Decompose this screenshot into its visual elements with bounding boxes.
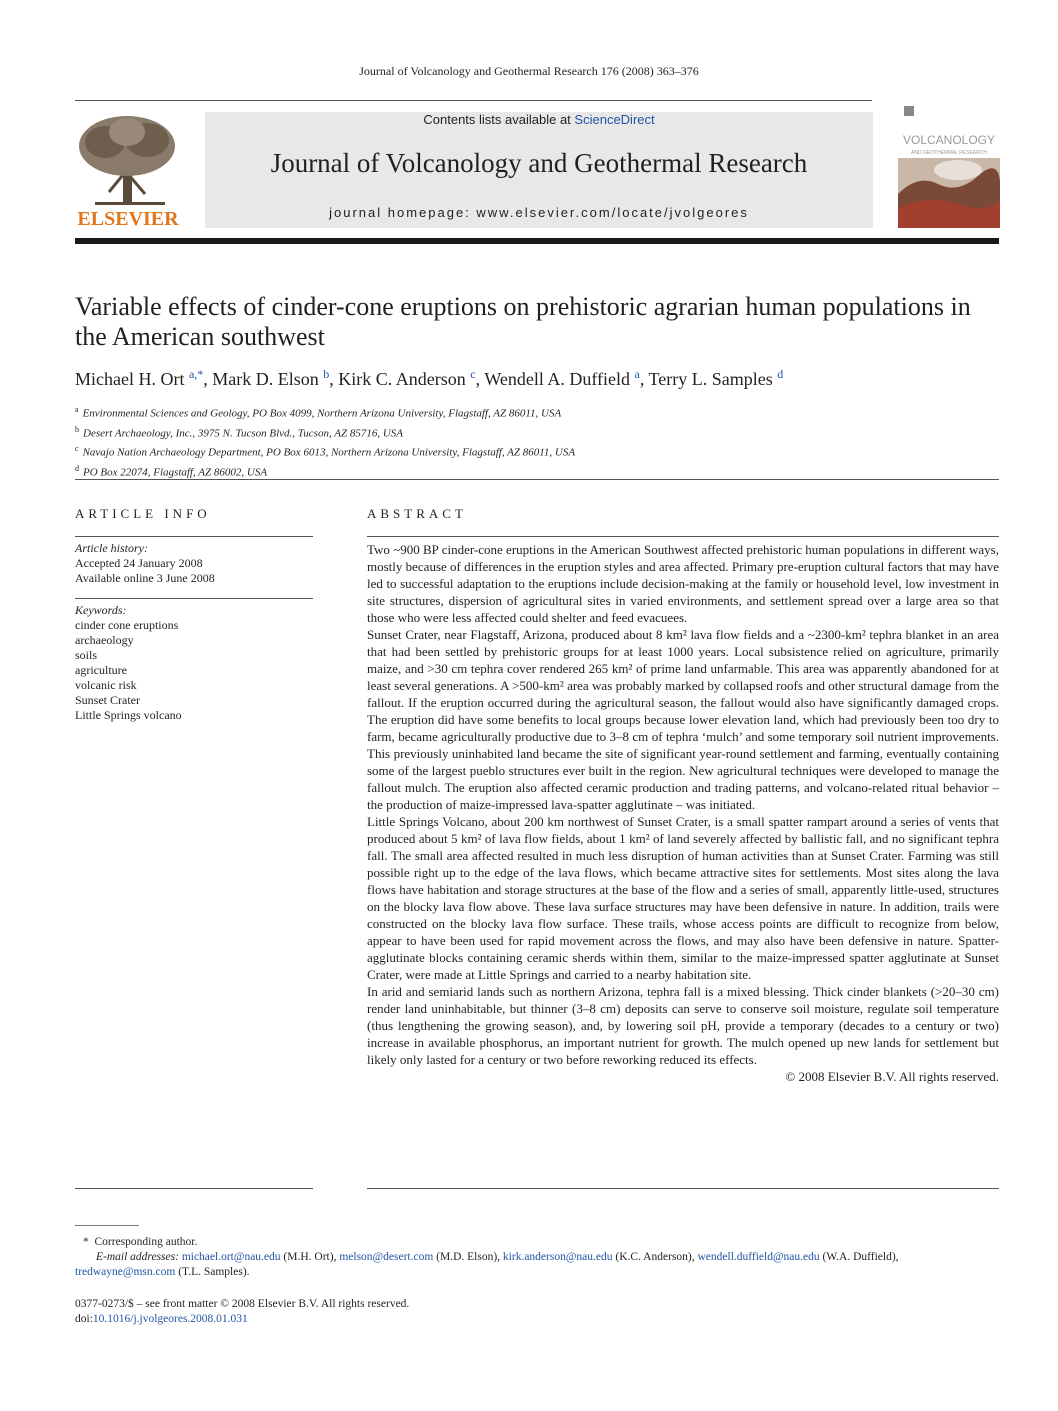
author-affiliation-marker[interactable]: d bbox=[777, 367, 784, 381]
journal-title: Journal of Volcanology and Geothermal Research bbox=[270, 148, 808, 178]
corresponding-footnote bbox=[75, 1235, 1000, 1280]
contents-line bbox=[205, 112, 873, 127]
footnote-star: * bbox=[83, 1236, 89, 1248]
affiliations bbox=[75, 402, 1000, 481]
journal-homepage[interactable]: journal homepage: www.elsevier.com/locate/jvolgeores bbox=[329, 205, 749, 220]
article-info-heading: ARTICLE INFO bbox=[75, 506, 211, 521]
author-list bbox=[75, 367, 1000, 390]
elsevier-logo bbox=[75, 112, 182, 228]
journal-banner bbox=[205, 112, 873, 228]
affiliation-text: PO Box 22074, Flagstaff, AZ 86002, USA bbox=[83, 466, 268, 479]
affiliation-line bbox=[75, 402, 1000, 422]
affiliation-line bbox=[75, 461, 1000, 481]
cover-subtitle: AND GEOTHERMAL RESEARCH bbox=[911, 150, 987, 156]
journal-cover-image bbox=[898, 104, 1000, 228]
email-owner: (W.A. Duffield), bbox=[822, 1251, 899, 1263]
masthead-rule bbox=[75, 238, 999, 244]
doi-line bbox=[75, 1312, 1000, 1327]
email-link[interactable]: wendell.duffield@nau.edu bbox=[697, 1251, 820, 1263]
affiliation-text: Environmental Sciences and Geology, PO Box 4099, Northern Arizona University, Flagstaff, AZ 86011, USA bbox=[82, 407, 562, 420]
copyright-notice: © 2008 Elsevier B.V. All rights reserved. bbox=[785, 1069, 999, 1084]
elsevier-wordmark: ELSEVIER bbox=[77, 208, 179, 228]
abstract-paragraph: Little Springs Volcano, about 200 km northwest of Sunset Crater, is a small spatter rampart around a series of vents that produced about 5 km² of lava flow fields, about 1 km² of land severely affected by ballistic fall, and no significant tephra fall. The small area affected resulted in much less disruption of human activities than at Sunset Crater. Farming was still possible right up to the edge of the lava flows, which became attractive sites for settlements. Most sites along the lava flows have habitation and storage structures at the base of the flow and a series of small, apparently little-used, structures on the blocky lava flow above. These lava surface structures may have been defensive in nature. In addition, trails were constructed on the blocky lava flow surface. These trails, whose access points are difficult to recognize from below, appear to have been used for rapid movement across the flows, and may also have been defensive in nature. Spatter-agglutinate blocks containing ceramic sherds within them, similar to the maize-impressed spatter agglutinate at Sunset Crater, were made at Little Springs and carried to a nearby habitation site. bbox=[367, 814, 999, 982]
doi-label: doi: bbox=[75, 1313, 93, 1325]
email-owner: (M.H. Ort), bbox=[283, 1251, 337, 1263]
author-separator: , bbox=[639, 369, 649, 389]
article-info-rule bbox=[75, 536, 313, 537]
email-owner: (K.C. Anderson), bbox=[615, 1251, 695, 1263]
author-separator: , bbox=[203, 369, 213, 389]
keyword: cinder cone eruptions bbox=[75, 618, 179, 632]
affiliation-key: a bbox=[75, 405, 79, 414]
tree-logo-icon bbox=[75, 112, 182, 228]
keywords-rule bbox=[75, 598, 313, 599]
keyword: Little Springs volcano bbox=[75, 708, 182, 722]
keywords-label: Keywords: bbox=[75, 603, 127, 617]
email-link[interactable]: kirk.anderson@nau.edu bbox=[502, 1251, 613, 1263]
abstract-paragraph: Two ~900 BP cinder-cone eruptions in the American Southwest affected prehistoric human populations in different ways, mostly because of differences in the eruption styles and area affected. Primary pre-eruption cultural factors that may have led to successful adaptation to the eruptions include decision-making at the family or household level, low investment in site structures, dispersion of agricultural sites in varied environments, and settlement spread over a large area so that those who were less affected could shelter and feed evacuees. bbox=[367, 542, 999, 625]
keyword: archaeology bbox=[75, 633, 134, 647]
sciencedirect-link[interactable]: ScienceDirect bbox=[574, 112, 655, 127]
footnote-rule bbox=[75, 1225, 139, 1226]
article-title: Variable effects of cinder-cone eruptions on prehistoric agrarian human populations in the American southwest bbox=[75, 292, 971, 351]
email-link[interactable]: tredwayne@msn.com bbox=[75, 1266, 176, 1278]
author-name: Wendell A. Duffield bbox=[484, 369, 630, 389]
running-header: Journal of Volcanology and Geothermal Research 176 (2008) 363–376 bbox=[359, 64, 699, 78]
article-history bbox=[75, 541, 313, 586]
cover-title: VOLCANOLOGY bbox=[902, 133, 996, 147]
journal-cover-thumbnail bbox=[898, 104, 1000, 228]
abstract-body bbox=[367, 541, 999, 1085]
affiliation-line bbox=[75, 441, 1000, 461]
email-owner: (M.D. Elson), bbox=[436, 1251, 501, 1263]
author-affiliation-marker[interactable]: a,* bbox=[188, 367, 204, 381]
author-name: Terry L. Samples bbox=[648, 369, 773, 389]
online-date: Available online 3 June 2008 bbox=[75, 571, 215, 585]
contents-prefix: Contents lists available at bbox=[423, 112, 571, 127]
affiliation-text: Navajo Nation Archaeology Department, PO Box 6013, Northern Arizona University, Flagstaff, AZ 86011, USA bbox=[82, 446, 576, 459]
author-name: Mark D. Elson bbox=[212, 369, 319, 389]
doi-link[interactable]: 10.1016/j.jvolgeores.2008.01.031 bbox=[92, 1313, 248, 1325]
section-rule bbox=[75, 479, 999, 480]
abstract-paragraph: In arid and semiarid lands such as northern Arizona, tephra fall is a mixed blessing. Thick cinder blankets (>20–30 cm) render land uninhabitable, but thinner (3–8 cm) deposits can serve to conserve soil moisture, regulate soil temperature (thus lengthening the growing season), and, by lowering soil pH, provide a temporary (decades to a century or two) increase in available phosphorus, an important nutrient for growth. The mulch opened up new lands for settlement but likely only lasted for a century or two before reworking reduced its effects. bbox=[367, 984, 999, 1067]
accepted-date: Accepted 24 January 2008 bbox=[75, 556, 203, 570]
affiliation-text: Desert Archaeology, Inc., 3975 N. Tucson Blvd., Tucson, AZ 85716, USA bbox=[83, 427, 404, 440]
email-link[interactable]: melson@desert.com bbox=[339, 1251, 434, 1263]
history-label: Article history: bbox=[75, 541, 148, 555]
author-separator: , bbox=[329, 369, 339, 389]
column-end-rule bbox=[367, 1188, 999, 1189]
corresponding-line bbox=[75, 1235, 1000, 1250]
author-affiliation-marker[interactable]: b bbox=[323, 367, 330, 381]
keyword: agriculture bbox=[75, 663, 127, 677]
abstract-heading: ABSTRACT bbox=[367, 506, 467, 521]
affiliation-key: b bbox=[75, 424, 79, 434]
author-separator: , bbox=[475, 369, 485, 389]
keyword: soils bbox=[75, 648, 98, 662]
header-rule bbox=[75, 100, 872, 101]
abstract-rule bbox=[367, 536, 999, 537]
email-owner: (T.L. Samples). bbox=[178, 1266, 250, 1278]
author-affiliation-marker[interactable]: a bbox=[634, 367, 640, 381]
email-line bbox=[75, 1250, 1000, 1265]
corresponding-label: Corresponding author. bbox=[94, 1236, 198, 1248]
keyword: volcanic risk bbox=[75, 678, 137, 692]
affiliation-key: d bbox=[75, 463, 79, 473]
abstract-paragraph: Sunset Crater, near Flagstaff, Arizona, produced about 8 km² lava flow fields and a ~2300-km² tephra blanket in an area that had been settled by prehistoric groups for at least 1000 years. Local subsistence relied on agriculture, primarily maize, and >30 cm tephra cover rendered 265 km² of prime land unfarmable. This area was apparently abandoned for at least several generations. A >500-km² area was probably marked by collapsed roofs and other structural damage from the fallout. If the eruption occurred during the agricultural season, the fallout would also have significantly damaged crops. The eruption did have some benefits to local groups because lower elevation land, which had previously been too dry to farm, became agriculturally productive due to 3–8 cm of tephra ‘mulch’ and some temporary soil nutrient improvements. This previously uninhabited land became the site of significant year-round settlement and farming, eventually containing some of the largest pueblo structures ever built in the region. New agricultural techniques were developed to manage the fallout mulch. The eruption also affected ceramic production and trading patterns, and volcano-related ritual behavior – the production of maize-impressed lava-spatter agglutinate – was initiated. bbox=[367, 627, 999, 812]
keywords-block bbox=[75, 603, 313, 723]
email-label: E-mail addresses: bbox=[96, 1251, 179, 1263]
affiliation-line bbox=[75, 422, 1000, 442]
column-end-rule bbox=[75, 1188, 313, 1189]
issn-line: 0377-0273/$ – see front matter © 2008 Elsevier B.V. All rights reserved. bbox=[75, 1298, 410, 1310]
author-affiliation-marker[interactable]: c bbox=[470, 367, 476, 381]
email-link[interactable]: michael.ort@nau.edu bbox=[181, 1251, 281, 1263]
keyword: Sunset Crater bbox=[75, 693, 140, 707]
front-matter bbox=[75, 1297, 1000, 1327]
email-line bbox=[75, 1265, 1000, 1280]
author-name: Kirk C. Anderson bbox=[338, 369, 466, 389]
affiliation-key: c bbox=[75, 444, 79, 454]
author-name: Michael H. Ort bbox=[75, 369, 185, 389]
